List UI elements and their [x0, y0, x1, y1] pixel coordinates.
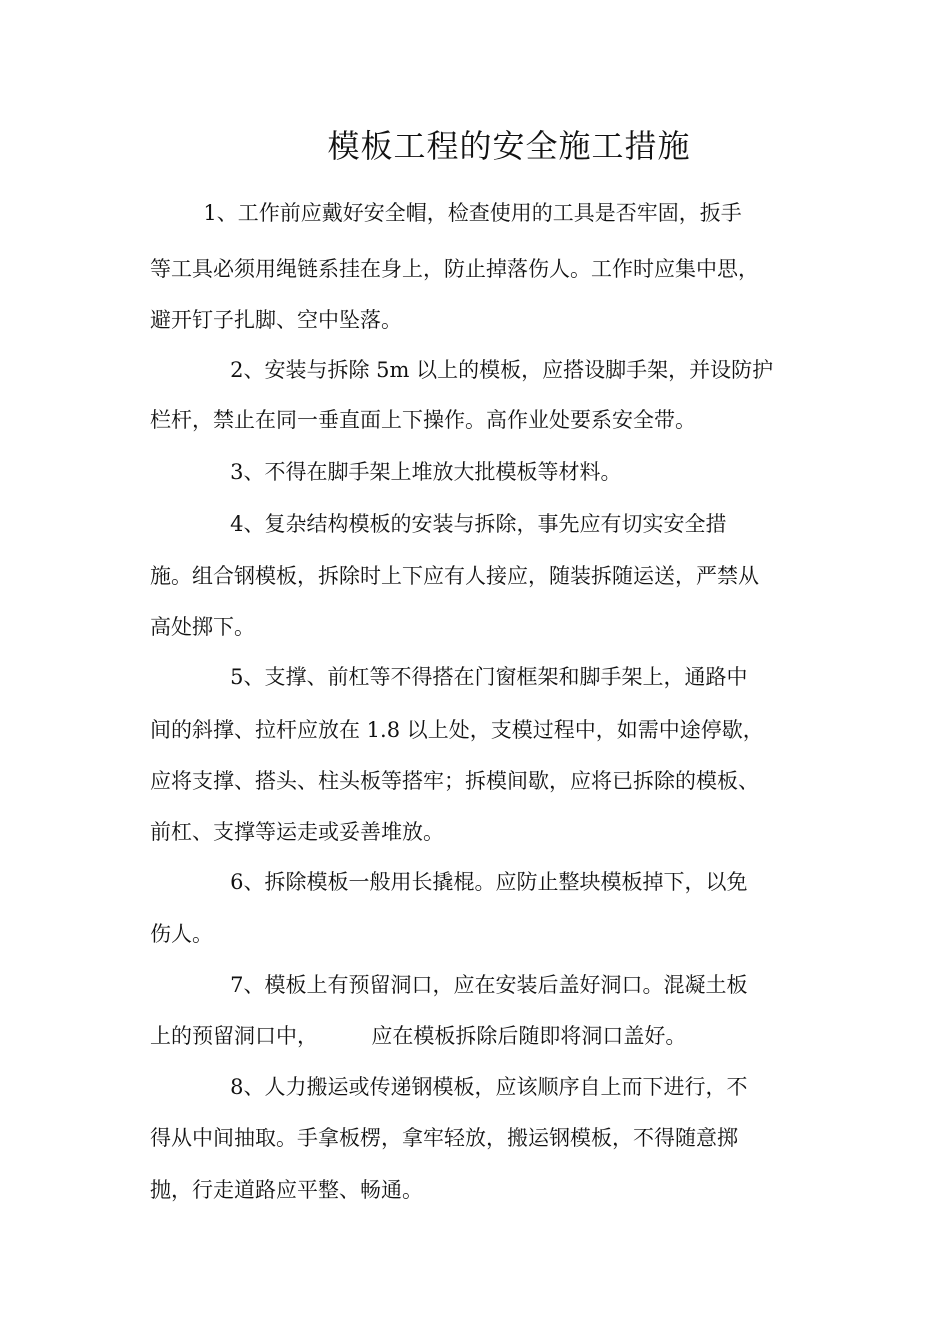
body-line: 8、人力搬运或传递钢模板，应该顺序自上而下进行，不 [150, 1075, 748, 1099]
body-line: 栏杆，禁止在同一垂直面上下操作。高作业处要系安全带。 [150, 408, 696, 432]
body-line: 4、复杂结构模板的安装与拆除，事先应有切实安全措 [150, 512, 727, 536]
body-line: 6、拆除模板一般用长撬棍。应防止整块模板掉下，以免 [150, 870, 748, 894]
document-title: 模板工程的安全施工措施 [327, 127, 691, 165]
body-line: 间的斜撑、拉杆应放在 1.8 以上处，支模过程中，如需中途停歇， [150, 718, 764, 742]
body-line: 避开钉子扎脚、空中坠落。 [150, 308, 402, 332]
body-line: 5、支撑、前杠等不得搭在门窗框架和脚手架上，通路中 [150, 665, 748, 689]
body-line: 3、不得在脚手架上堆放大批模板等材料。 [150, 460, 622, 484]
body-line: 高处掷下。 [150, 615, 255, 639]
body-line: 上的预留洞口中， 应在模板拆除后随即将洞口盖好。 [150, 1024, 687, 1048]
body-line: 前杠、支撑等运走或妥善堆放。 [150, 820, 444, 844]
body-line: 7、模板上有预留洞口，应在安装后盖好洞口。混凝土板 [150, 973, 748, 997]
body-line: 2、安装与拆除 5m 以上的模板，应搭设脚手架，并设防护 [150, 358, 774, 382]
body-line: 抛，行走道路应平整、畅通。 [150, 1178, 423, 1202]
body-line: 得从中间抽取。手拿板楞，拿牢轻放，搬运钢模板，不得随意掷 [150, 1126, 738, 1150]
body-line: 1、工作前应戴好安全帽，检查使用的工具是否牢固，扳手 [150, 201, 742, 225]
body-line: 伤人。 [150, 922, 213, 946]
body-line: 施。组合钢模板，拆除时上下应有人接应，随装拆随运送，严禁从 [150, 564, 759, 588]
body-line: 应将支撑、搭头、柱头板等搭牢；拆模间歇，应将已拆除的模板、 [150, 769, 759, 793]
body-line: 等工具必须用绳链系挂在身上，防止掉落伤人。工作时应集中思， [150, 257, 759, 281]
